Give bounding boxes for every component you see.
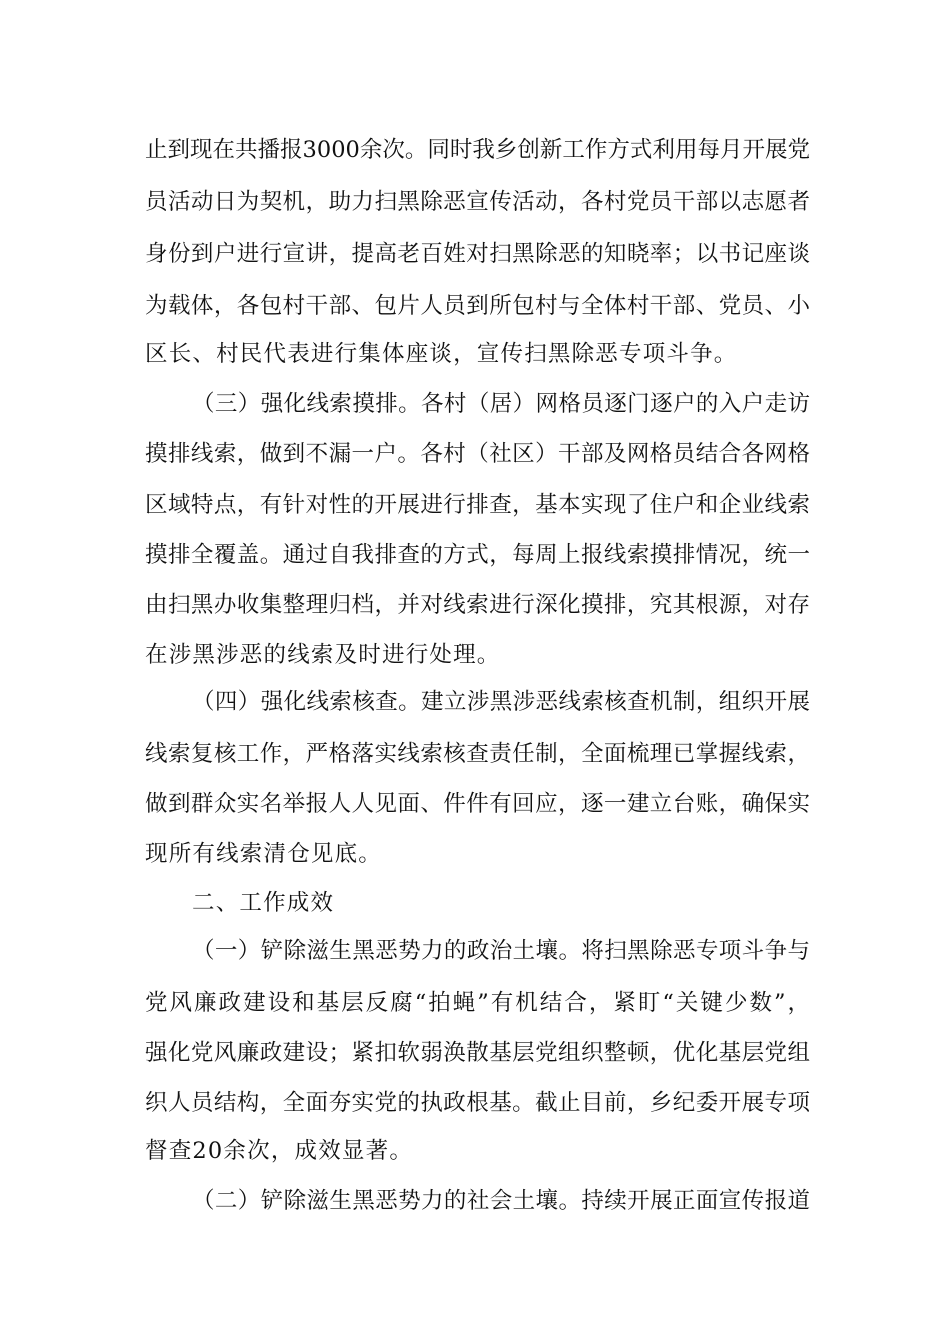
section-heading-line: （一）铲除滋生黑恶势力的政治土壤。将扫黑除恶专项斗争与 bbox=[192, 938, 810, 964]
paragraph-line: 区域特点，有针对性的开展进行排查，基本实现了住户和企业线索 bbox=[145, 492, 810, 518]
paragraph-line: 督查20余次，成效显著。 bbox=[145, 1138, 414, 1164]
section-heading-line: （三）强化线索摸排。各村（居）网格员逐门逐户的入户走访 bbox=[192, 391, 810, 417]
paragraph-line: 强化党风廉政建设；紧扣软弱涣散基层党组织整顿，优化基层党组 bbox=[145, 1040, 810, 1066]
paragraph-line: 线索复核工作，严格落实线索核查责任制，全面梳理已掌握线索， bbox=[145, 741, 810, 767]
paragraph-line: 现所有线索清仓见底。 bbox=[145, 841, 383, 867]
paragraph-line: 员活动日为契机，助力扫黑除恶宣传活动，各村党员干部以志愿者 bbox=[145, 189, 810, 215]
paragraph-line: 身份到户进行宣讲，提高老百姓对扫黑除恶的知晓率；以书记座谈 bbox=[145, 241, 810, 267]
paragraph-line: 织人员结构，全面夯实党的执政根基。截止目前，乡纪委开展专项 bbox=[145, 1090, 810, 1116]
chapter-heading: 二、工作成效 bbox=[192, 890, 335, 916]
paragraph-line: 为载体，各包村干部、包片人员到所包村与全体村干部、党员、小 bbox=[145, 293, 810, 319]
paragraph-line: 摸排全覆盖。通过自我排查的方式，每周上报线索摸排情况，统一 bbox=[145, 542, 810, 568]
section-heading-line: （二）铲除滋生黑恶势力的社会土壤。持续开展正面宣传报道 bbox=[192, 1188, 810, 1214]
paragraph-line: 在涉黑涉恶的线索及时进行处理。 bbox=[145, 642, 501, 668]
paragraph-line: 摸排线索，做到不漏一户。各村（社区）干部及网格员结合各网格 bbox=[145, 441, 810, 467]
paragraph-line: 由扫黑办收集整理归档，并对线索进行深化摸排，究其根源，对存 bbox=[145, 592, 810, 618]
paragraph-line: 做到群众实名举报人人见面、件件有回应，逐一建立台账，确保实 bbox=[145, 791, 810, 817]
section-heading-line: （四）强化线索核查。建立涉黑涉恶线索核查机制，组织开展 bbox=[192, 689, 810, 715]
paragraph-line: 区长、村民代表进行集体座谈，宣传扫黑除恶专项斗争。 bbox=[145, 341, 738, 367]
paragraph-line: 止到现在共播报3000余次。同时我乡创新工作方式利用每月开展党 bbox=[145, 137, 810, 163]
paragraph-line: 党风廉政建设和基层反腐“拍蝇”有机结合，紧盯“关键少数”， bbox=[145, 990, 810, 1016]
